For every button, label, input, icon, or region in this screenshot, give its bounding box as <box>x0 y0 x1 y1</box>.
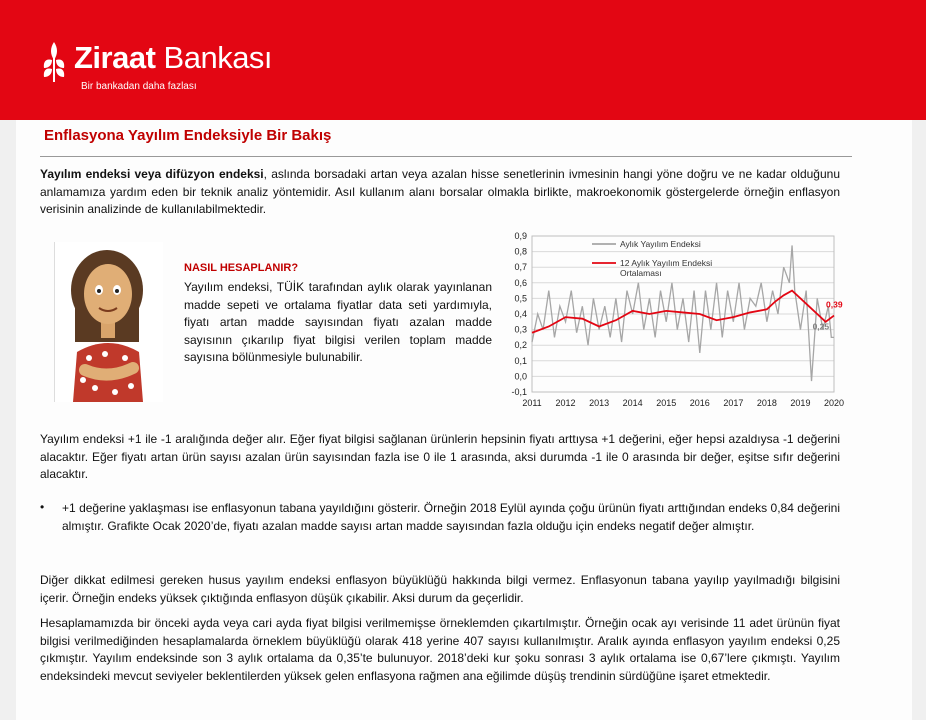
y-tick-label: 0,5 <box>514 293 527 304</box>
brand-tagline: Bir bankadan daha fazlası <box>81 81 197 92</box>
note-paragraph: Diğer dikkat edilmesi gereken husus yayılım endeksi enflasyon büyüklüğü hakkında bilgi vermez. Enflasyonun tabana yayılıp yayılmadığı bilgisini içerir. Örneğin endeks yüksek çıktığında enflasyon düşük çıkabilir. Aksi durum da geçerlidir. <box>40 573 840 605</box>
page-title: Enflasyona Yayılım Endeksiyle Bir Bakış <box>44 127 332 144</box>
x-tick-label: 2014 <box>622 398 643 408</box>
y-tick-label: 0,0 <box>514 371 527 382</box>
x-tick-label: 2012 <box>555 398 576 408</box>
x-tick-label: 2013 <box>589 398 610 408</box>
diffusion-index-chart <box>498 228 854 410</box>
wheat-logo-icon <box>40 40 68 82</box>
y-tick-label: 0,7 <box>514 262 527 273</box>
data-label: 0,25 <box>812 321 830 332</box>
y-tick-label: 0,8 <box>514 246 527 257</box>
x-tick-label: 2018 <box>756 398 777 408</box>
woman-illustration <box>54 242 163 402</box>
x-tick-label: 2017 <box>723 398 744 408</box>
background-right-strip <box>912 120 926 720</box>
y-tick-label: 0,1 <box>514 355 527 366</box>
chart-legend <box>592 239 712 278</box>
y-tick-label: 0,9 <box>514 231 527 241</box>
y-tick-label: 0,6 <box>514 277 527 288</box>
brand-name <box>74 40 272 76</box>
y-tick-label: 0,4 <box>514 309 527 319</box>
legend-label: 12 Aylık Yayılım Endeksi <box>620 258 713 268</box>
header-banner <box>0 0 926 120</box>
calc-heading: NASIL HESAPLANIR? <box>184 262 299 274</box>
chart-y-labels <box>511 231 527 397</box>
y-tick-label: -0,1 <box>511 387 527 397</box>
x-tick-label: 2019 <box>790 398 811 408</box>
bullet-marker: • <box>40 500 45 514</box>
chart-x-labels <box>522 398 844 408</box>
x-tick-label: 2020 <box>823 398 845 408</box>
background-left-strip <box>0 120 16 720</box>
intro-rest: , aslında borsadaki artan veya azalan hisse senetlerinin ivmesinin hangi yöne doğru ve ne kadar olduğunu anlamamıza yardım eden bir teknik analiz yöntemidir. Asıl kullanım alanı borsalar olmakla birlikte, makroekonomik göstergelerde örneğin enflasyon verisinin analizinde de kullanılabilmektedir. <box>40 167 840 216</box>
intro-paragraph <box>40 166 840 219</box>
bullet-paragraph: +1 değerine yaklaşması ise enflasyonun tabana yayıldığını gösterir. Örneğin 2018 Eylül ayında çoğu ürünün fiyatı arttığından endeks 0,84 değerini almıştır. Grafikte Ocak 2020’de, fiyatı azalan madde sayısı artan madde sayısından fazla olduğu için endeks negatif değer almıştır. <box>62 501 840 533</box>
data-label: 0,39 <box>826 299 843 310</box>
moving-average-line <box>532 291 834 333</box>
brand-name-regular: Bankası <box>155 40 273 75</box>
method-paragraph: Hesaplamamızda bir önceki ayda veya cari ayda fiyat bilgisi verilmemişse örneklemden çıkartılmıştır. Örneğin ocak ayı verisinde 11 adet ürünün fiyat bilgisi verilmediğinden hesaplamalarda örneklem büyüklüğü olarak 418 yerine 407 sayısı kullanılmıştır. Aralık ayında enflasyon yayılım endeksi 0,25 çıkmıştır. Yayılım endeksinde son 3 aylık ortalama da 0,35’te bulunuyor. 2018’deki kur şoku sonrası 3 aylık ortalama ise 0,67’lere çıkmıştı. Yayılım endeksindeki mevcut seviyeler beklentilerden yüksek gelen enflasyona rağmen ana eğilimde düşüş trendinin sürdüğüne işaret etmektedir. <box>40 616 840 683</box>
x-tick-label: 2016 <box>689 398 710 408</box>
calc-text: Yayılım endeksi, TÜİK tarafından aylık olarak yayınlanan madde sepeti ve ortalama fiyatlar data seti yardımıyla, fiyatı artan madde sayısından fiyatı azalan madde sayısının çıkarılıp fiyat bilgisi verilen toplam madde sayısına bölünmesiyle bulunabilir. <box>184 280 492 364</box>
title-divider <box>40 156 852 157</box>
intro-lead: Yayılım endeksi veya difüzyon endeksi <box>40 167 264 181</box>
x-tick-label: 2011 <box>522 398 542 408</box>
brand-name-bold: Ziraat <box>74 40 156 75</box>
legend-label: Ortalaması <box>620 268 662 278</box>
legend-label: Aylık Yayılım Endeksi <box>620 239 701 249</box>
y-tick-label: 0,2 <box>514 340 527 351</box>
woman-illustration-icon <box>55 242 163 402</box>
range-paragraph: Yayılım endeksi +1 ile -1 aralığında değer alır. Eğer fiyat bilgisi sağlanan ürünlerin hepsinin fiyatı arttıysa +1 değerini, eğer hepsi azaldıysa -1 değerini alacaktır. Eğer fiyatı artan ürün sayısı azalan ürün sayısından fazla ise 0 ile 1 arasında, aksi durumda -1 ile 0 arasında bir değer, eşitse sıfır değerini alacaktır. <box>40 432 840 481</box>
y-tick-label: 0,3 <box>514 324 527 335</box>
x-tick-label: 2015 <box>656 398 677 408</box>
